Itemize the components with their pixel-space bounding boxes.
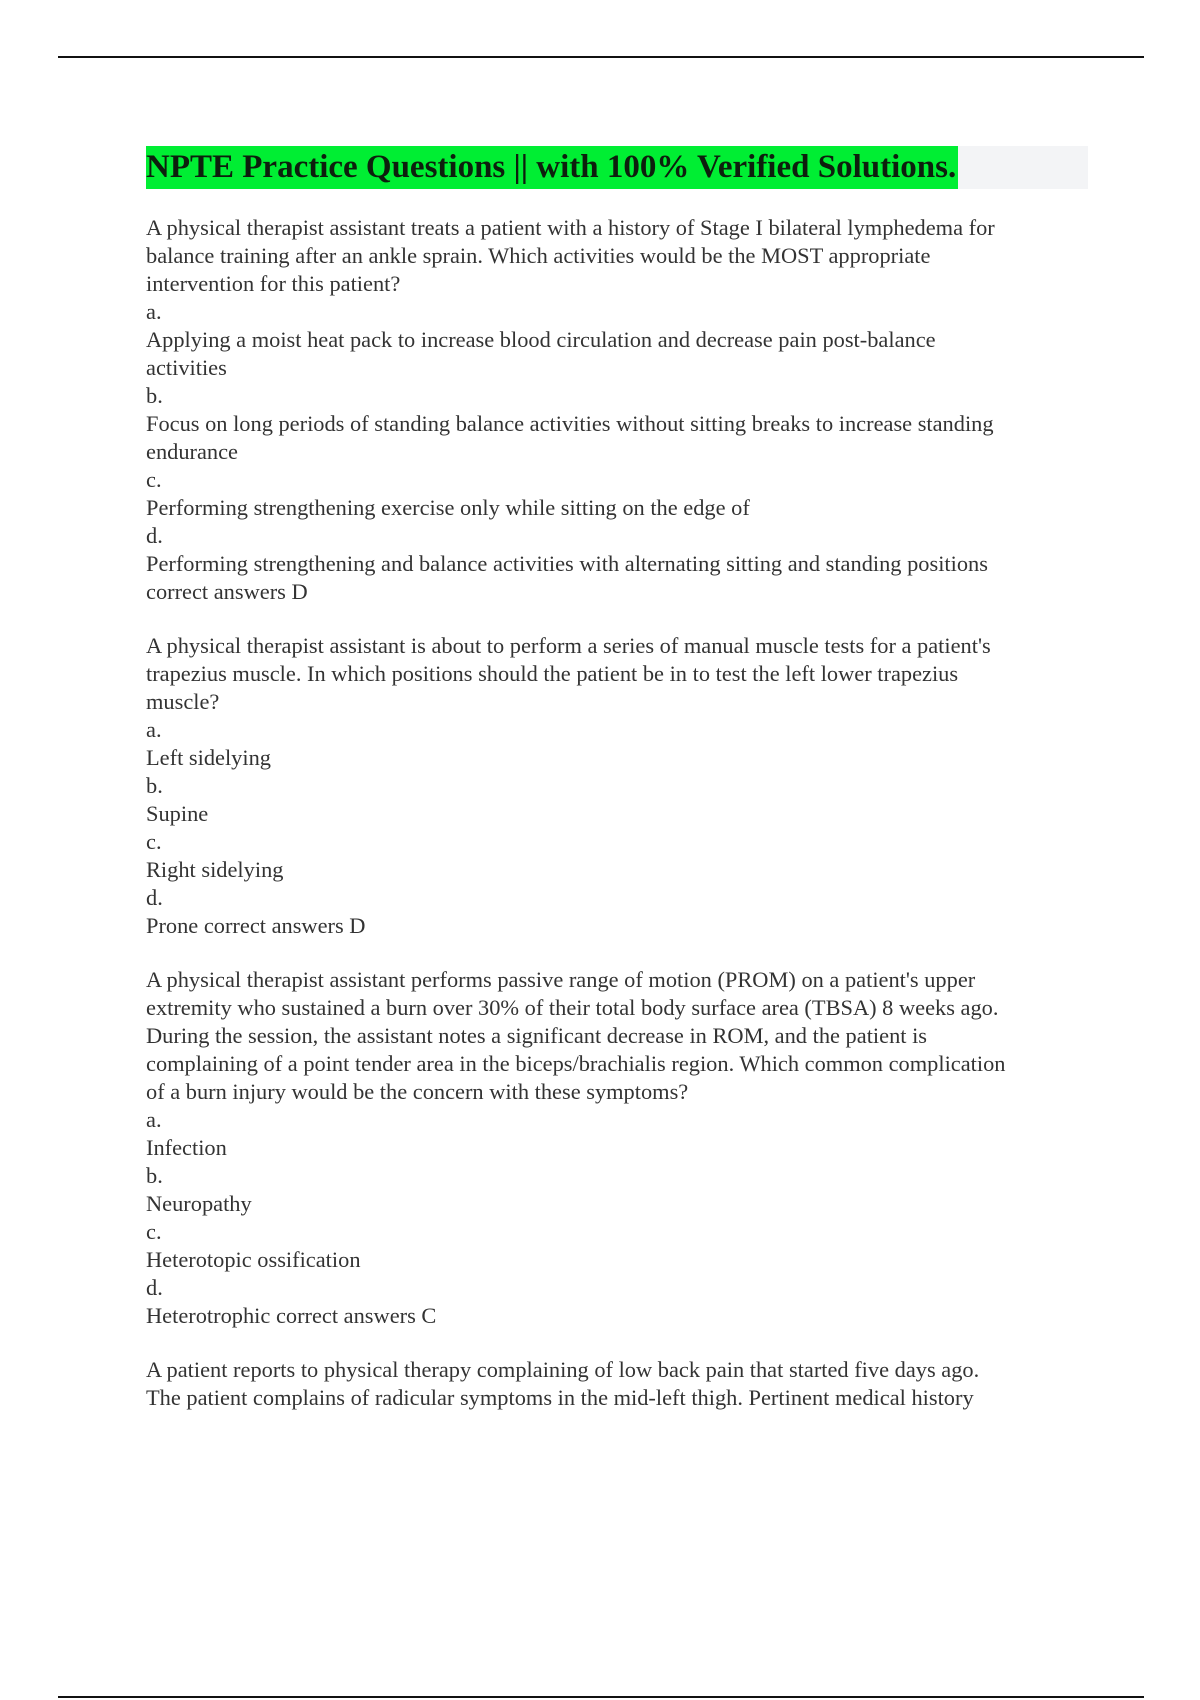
header-rule <box>58 56 1144 58</box>
question-stem-line: extremity who sustained a burn over 30% of their total body surface area (TBSA) 8 weeks ago. <box>146 995 999 1020</box>
option-letter: c. <box>146 1219 162 1244</box>
option-letter: a. <box>146 717 162 742</box>
option-letter: d. <box>146 523 163 548</box>
question-stem-line: muscle? <box>146 689 220 714</box>
option-text: Performing strengthening exercise only while sitting on the edge of <box>146 495 750 520</box>
question-stem-line: During the session, the assistant notes a significant decrease in ROM, and the patient is <box>146 1023 928 1048</box>
question-stem-line: trapezius muscle. In which positions should the patient be in to test the left lower trapezius <box>146 661 959 686</box>
option-letter: b. <box>146 773 163 798</box>
question-4 <box>146 1356 1086 1412</box>
question-stem-line: The patient complains of radicular symptoms in the mid-left thigh. Pertinent medical history <box>146 1385 974 1410</box>
option-text: Focus on long periods of standing balance activities without sitting breaks to increase standing <box>146 411 994 436</box>
option-text: Neuropathy <box>146 1191 252 1216</box>
question-3 <box>146 966 1086 1330</box>
option-text: Right sidelying <box>146 857 284 882</box>
footer-rule <box>58 1696 1144 1698</box>
questions-container <box>146 214 1086 1438</box>
option-letter: a. <box>146 1107 162 1132</box>
question-stem-line: intervention for this patient? <box>146 271 401 296</box>
question-stem-line: A physical therapist assistant treats a patient with a history of Stage I bilateral lymphedema for <box>146 215 995 240</box>
answer-text: correct answers D <box>146 579 308 604</box>
question-stem-line: A physical therapist assistant performs passive range of motion (PROM) on a patient's upper <box>146 967 976 992</box>
question-stem-line: complaining of a point tender area in the biceps/brachialis region. Which common complication <box>146 1051 1006 1076</box>
option-letter: b. <box>146 1163 163 1188</box>
option-text: Infection <box>146 1135 227 1160</box>
option-text: Heterotopic ossification <box>146 1247 361 1272</box>
question-2 <box>146 632 1086 940</box>
option-text: Supine <box>146 801 209 826</box>
question-stem-line: A patient reports to physical therapy complaining of low back pain that started five days ago. <box>146 1357 980 1382</box>
option-text: Performing strengthening and balance activities with alternating sitting and standing positions <box>146 551 988 576</box>
option-text: endurance <box>146 439 238 464</box>
option-text: activities <box>146 355 227 380</box>
option-letter: c. <box>146 467 162 492</box>
question-stem-line: of a burn injury would be the concern with these symptoms? <box>146 1079 689 1104</box>
question-1 <box>146 214 1086 606</box>
question-stem-line: A physical therapist assistant is about to perform a series of manual muscle tests for a patient's <box>146 633 991 658</box>
option-text: Prone correct answers D <box>146 913 366 938</box>
document-title: NPTE Practice Questions || with 100% Verified Solutions. <box>146 146 958 189</box>
title-highlight-band <box>146 146 1088 189</box>
option-letter: b. <box>146 383 163 408</box>
option-letter: a. <box>146 299 162 324</box>
option-text: Left sidelying <box>146 745 271 770</box>
question-stem-line: balance training after an ankle sprain. Which activities would be the MOST appropriate <box>146 243 931 268</box>
option-letter: c. <box>146 829 162 854</box>
option-text: Applying a moist heat pack to increase blood circulation and decrease pain post-balance <box>146 327 936 352</box>
option-letter: d. <box>146 1275 163 1300</box>
option-text: Heterotrophic correct answers C <box>146 1303 437 1328</box>
option-letter: d. <box>146 885 163 910</box>
